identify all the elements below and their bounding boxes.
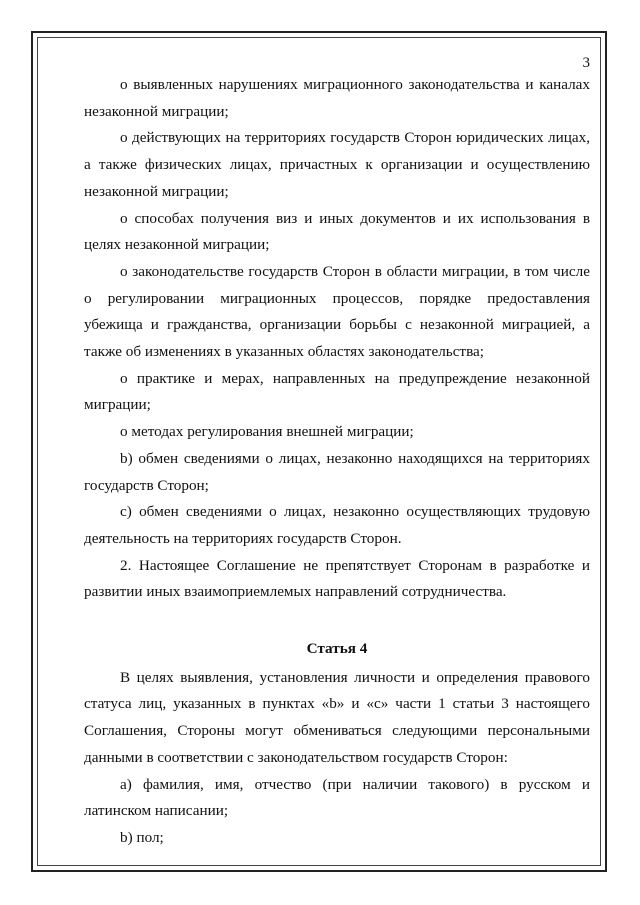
paragraph: а) фамилия, имя, отчество (при наличии такового) в русском и латинском написании;	[84, 775, 590, 820]
paragraph: о выявленных нарушениях миграционного законодательства и каналах незаконной миграции;	[84, 76, 590, 120]
document-body	[84, 72, 590, 852]
paragraph: b) пол;	[120, 828, 164, 846]
paragraph: о законодательстве государств Сторон в области миграции, в том числе о регулировании миграционных процессов, порядке предоставления убежища и гражданства, организации борьбы с незаконной миграцией, а также об изменениях в указанных областях законодательства;	[84, 262, 590, 361]
paragraph: о действующих на территориях государств Сторон юридических лицах, а также физических лицах, причастных к организации и осуществлению незаконной миграции;	[84, 129, 590, 200]
paragraph: о способах получения виз и иных документов и их использования в целях незаконной миграции;	[84, 209, 590, 254]
paragraph: c) обмен сведениями о лицах, незаконно осуществляющих трудовую деятельность на территориях государств Сторон.	[84, 503, 590, 547]
article-heading: Статья 4	[306, 640, 368, 658]
paragraph: В целях выявления, установления личности и определения правового статуса лиц, указанных в пунктах «b» и «c» части 1 статьи 3 настоящего Соглашения, Стороны могут обмениваться следующими персональными данными в соответствии с законодательством государств Сторон:	[84, 668, 590, 766]
page-number: 3	[582, 55, 590, 71]
paragraph: 2. Настоящее Соглашение не препятствует Сторонам в разработке и развитии иных взаимоприемлемых направлений сотрудничества.	[84, 556, 590, 601]
paragraph: b) обмен сведениями о лицах, незаконно находящихся на территориях государств Сторон;	[84, 449, 590, 494]
paragraph: о практике и мерах, направленных на предупреждение незаконной миграции;	[84, 369, 590, 414]
paragraph: о методах регулирования внешней миграции;	[120, 423, 414, 441]
